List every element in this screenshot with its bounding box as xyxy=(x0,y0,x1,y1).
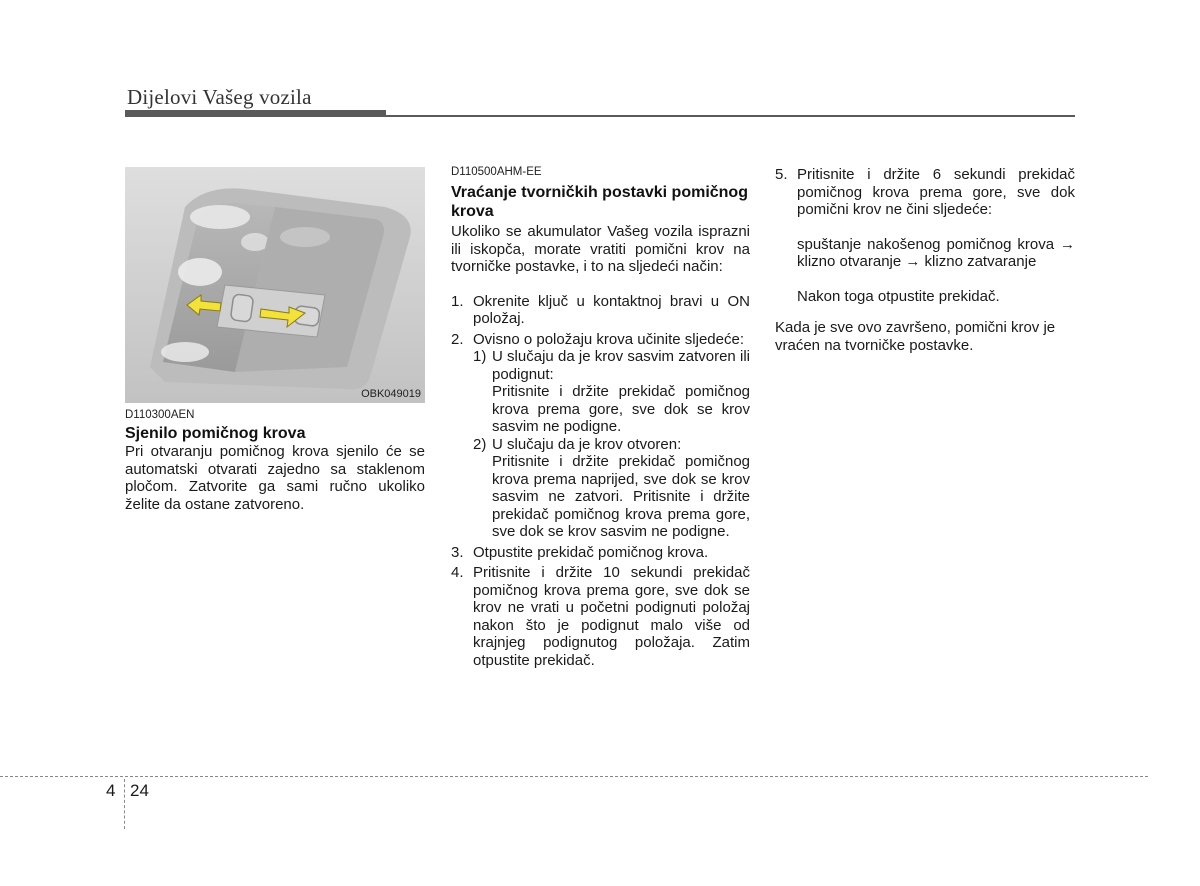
sub-list-item: 2) U slučaju da je krov otvoren: xyxy=(473,435,682,453)
section-heading: Sjenilo pomičnog krova xyxy=(125,425,306,442)
section-code: D110500AHM-EE xyxy=(451,166,542,178)
section-sunshade xyxy=(125,409,425,513)
header-rule-thick xyxy=(125,110,386,117)
header-rule-thin xyxy=(386,115,1075,117)
chapter-number: 4 xyxy=(106,781,116,800)
section-heading: Vraćanje tvorničkih postavki pomičnog krova xyxy=(451,184,748,220)
list-item: 2. Ovisno o položaju krova učinite sljedeće: 1) U slučaju da je krov sasvim zatvoren ili podignut: Pritisnite i držite prekidač pomičnog krova prema gore, sve dok se krov sasvim ne podigne. 2) U slučaju da je krov otvoren: Pritisnite i držite prekidač pomičnog krova prema naprijed, sve dok se krov sasvim ne zatvori. Pritisnite i držite prekidač pomičnog krova prema gore, sve dok se krov sasvim ne podigne. xyxy=(451,330,750,540)
sequence-text: spuštanje nakošenog pomičnog krova → klizno otvaranje → klizno zatvaranje xyxy=(797,235,1075,270)
section-code: D110300AEN xyxy=(125,409,195,421)
section-body: Pri otvaranju pomičnog krova sjenilo će se automatski otvarati zajedno sa staklenom pločom. Zatvorite ga sami ručno ukoliko želite da ostane zatvoreno. xyxy=(125,443,425,513)
reset-steps xyxy=(451,293,750,670)
footer-dashed-divider xyxy=(124,779,125,829)
section-intro: Ukoliko se akumulator Vašeg vozila isprazni ili iskopča, morate vratiti pomični krov na tvorničke postavke, i to na sljedeći način: xyxy=(451,223,750,275)
sunroof-illustration xyxy=(125,167,425,403)
release-text: Nakon toga otpustite prekidač. xyxy=(797,287,1000,305)
section-continued xyxy=(775,166,1075,354)
sub-list-item: 1) U slučaju da je krov sasvim zatvoren ili podignut: xyxy=(473,348,750,383)
page-number: 24 xyxy=(130,781,149,800)
list-item: 1. Okrenite ključ u kontaktnoj bravi u ON položaj. xyxy=(451,292,750,327)
list-item: 5. Pritisnite i držite 6 sekundi prekidač pomičnog krova prema gore, sve dok pomični krov ne čini sljedeće: spuštanje nakošenog pomičnog krova → klizno otvaranje → klizno zatvaranje Nakon toga otpustite prekidač. xyxy=(775,166,1075,305)
list-item: 4. Pritisnite i držite 10 sekundi prekidač pomičnog krova prema gore, sve dok se krov ne vrati u početni podignuti položaj nakon što je podignut malo više od krajnjeg podignutog položaja. Zatim otpustite prekidač. xyxy=(451,564,750,669)
list-item: 3. Otpustite prekidač pomičnog krova. xyxy=(451,543,709,561)
figure-caption: OBK049019 xyxy=(361,388,421,400)
footer-dashed-line xyxy=(0,776,1148,777)
substep-detail: Pritisnite i držite prekidač pomičnog krova prema gore, sve dok se krov sasvim ne podigne. xyxy=(492,383,750,435)
section-factory-reset xyxy=(451,166,750,672)
page-header-title: Dijelovi Vašeg vozila xyxy=(127,85,312,109)
substep-detail: Pritisnite i držite prekidač pomičnog krova prema naprijed, sve dok se krov sasvim ne zatvori. Pritisnite i držite prekidač pomičnog krova prema gore, sve dok se krov sasvim ne podigne. xyxy=(492,453,750,540)
closing-text: Kada je sve ovo završeno, pomični krov je vraćen na tvorničke postavke. xyxy=(775,319,1056,354)
sunroof-figure xyxy=(125,167,425,403)
